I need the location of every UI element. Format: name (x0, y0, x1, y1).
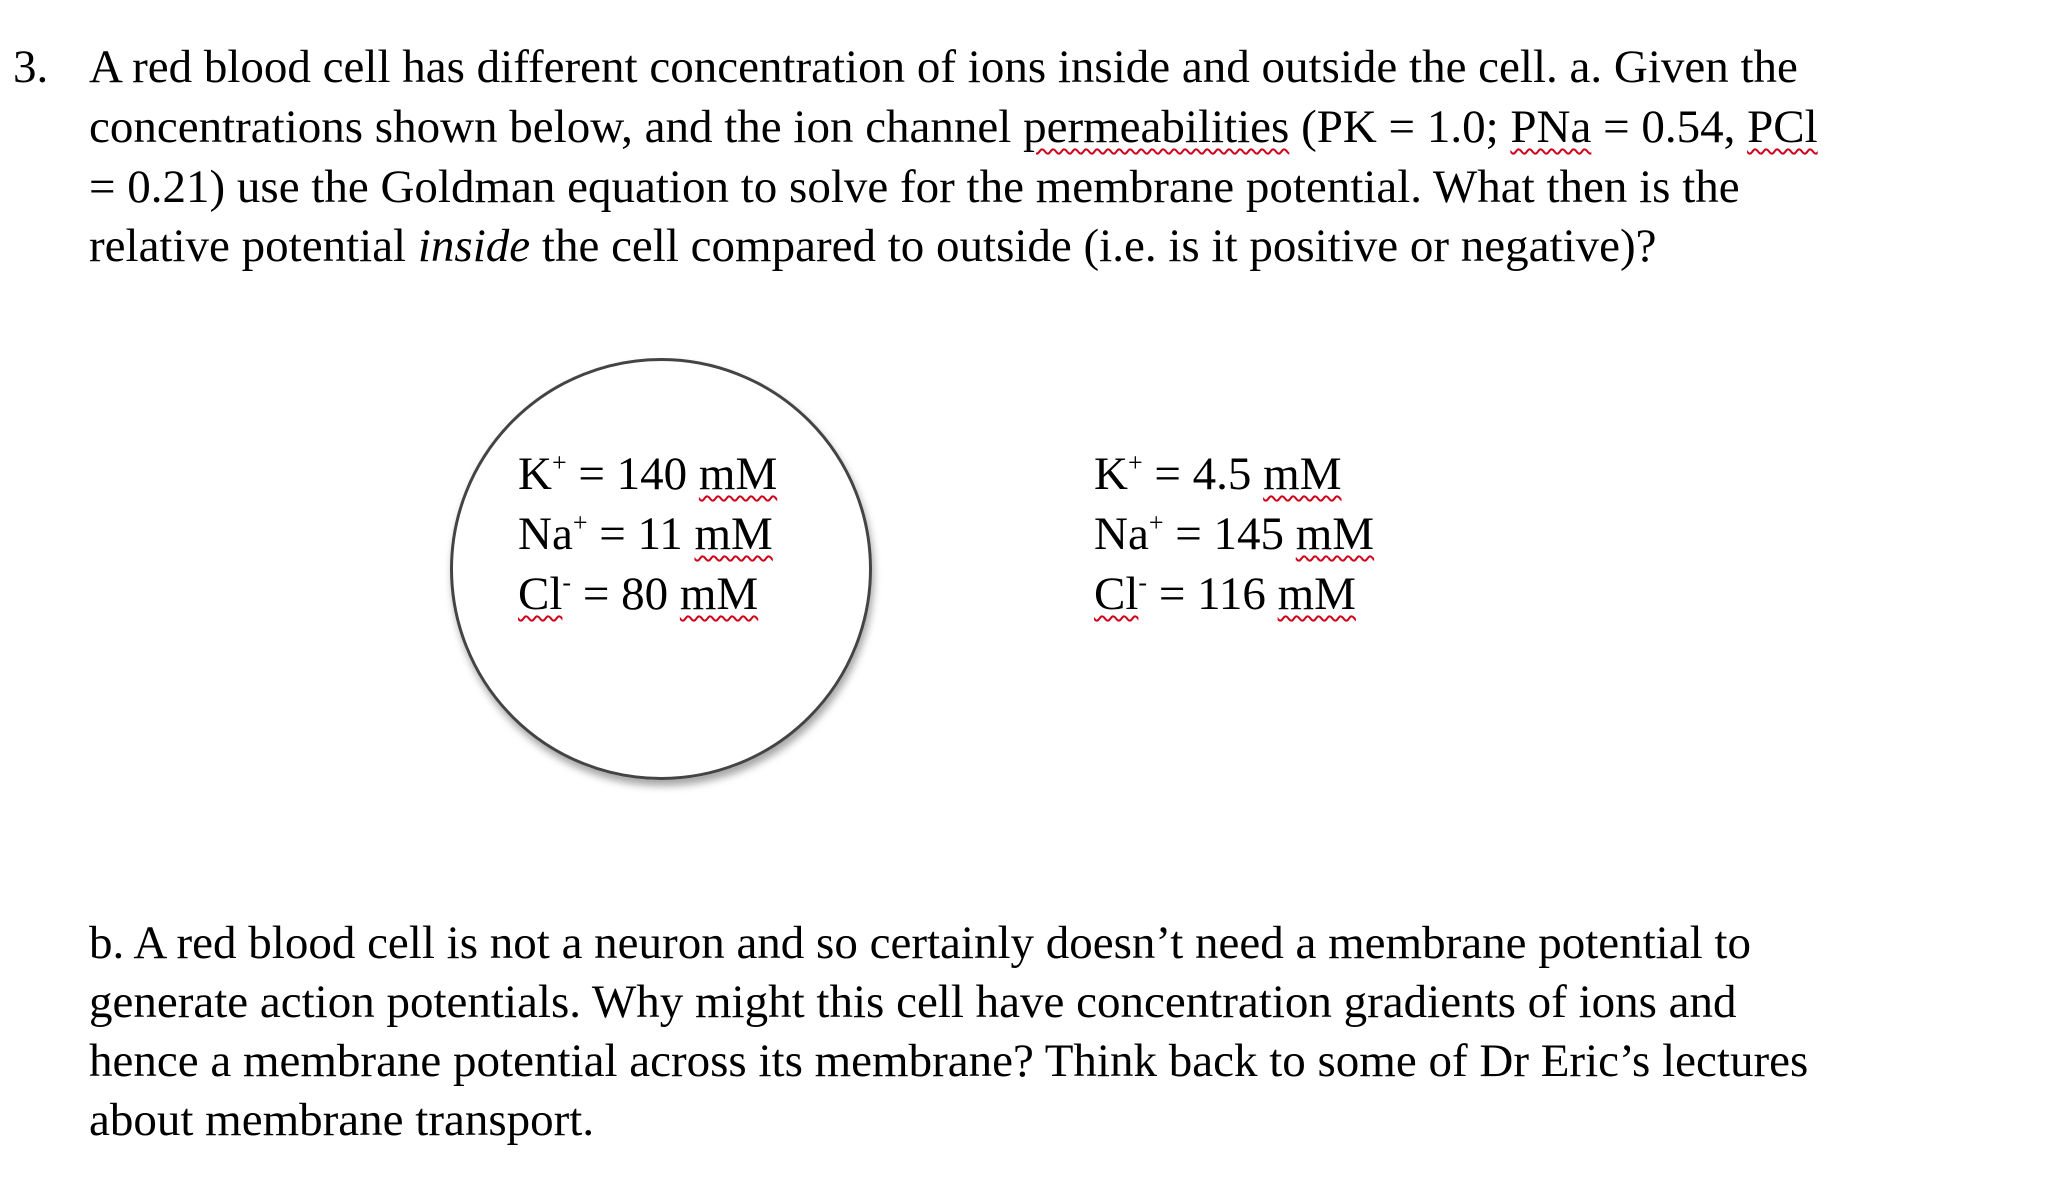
spellcheck-word: PNa (1510, 101, 1592, 153)
part-b-line-4: about membrane transport. (89, 1094, 595, 1146)
ion-symbol: Na (1094, 508, 1149, 560)
ion-unit: mM (1295, 508, 1375, 560)
ion-charge: - (562, 568, 572, 597)
text: relative potential (89, 220, 418, 272)
ion-value: = 4.5 (1142, 448, 1264, 500)
outside-na-concentration (1094, 508, 1375, 560)
spellcheck-word: permeabilities (1023, 101, 1290, 153)
ion-value: = 11 (587, 508, 695, 560)
ion-unit: mM (694, 508, 773, 560)
text: the cell compared to outside (i.e. is it positive or negative)? (530, 220, 1657, 272)
ion-symbol: K (1094, 448, 1128, 500)
ion-symbol: K (518, 448, 552, 500)
ion-charge: + (1148, 508, 1164, 537)
part-a-line-4 (89, 220, 1657, 272)
italic-text: inside (417, 220, 531, 272)
outside-cl-concentration (1094, 568, 1356, 620)
ion-charge: + (1127, 448, 1143, 477)
ion-unit: mM (1263, 448, 1342, 500)
ion-value: = 145 (1163, 508, 1296, 560)
part-a-line-2 (89, 101, 1818, 153)
part-a-line-1: A red blood cell has different concentration of ions inside and outside the cell. a. Given the (89, 41, 1798, 93)
ion-charge: + (551, 448, 567, 477)
part-b-line-2: generate action potentials. Why might this cell have concentration gradients of ions and (89, 976, 1737, 1028)
question-number: 3. (13, 41, 49, 93)
text: concentrations shown below, and the ion channel (89, 101, 1024, 153)
outside-k-concentration (1094, 448, 1342, 500)
part-b-line-3: hence a membrane potential across its membrane? Think back to some of Dr Eric’s lectures (89, 1035, 1809, 1087)
ion-unit: mM (679, 568, 759, 620)
ion-value: = 116 (1147, 568, 1278, 620)
part-a-line-3: = 0.21) use the Goldman equation to solve for the membrane potential. What then is the (89, 161, 1740, 213)
inside-k-concentration (518, 448, 778, 500)
ion-value: = 80 (571, 568, 680, 620)
inside-na-concentration (518, 508, 773, 560)
text: (PK = 1.0; (1289, 101, 1511, 153)
ion-charge: + (572, 508, 588, 537)
ion-symbol: Cl (518, 568, 563, 620)
ion-symbol: Cl (1094, 568, 1139, 620)
spellcheck-word: PCl (1747, 101, 1818, 153)
ion-charge: - (1138, 568, 1148, 597)
text: = 0.54, (1591, 101, 1748, 153)
inside-cl-concentration (518, 568, 759, 620)
ion-symbol: Na (518, 508, 573, 560)
ion-value: = 140 (566, 448, 699, 500)
part-b-line-1: b. A red blood cell is not a neuron and so certainly doesn’t need a membrane potential to (89, 917, 1751, 969)
ion-unit: mM (1277, 568, 1356, 620)
ion-unit: mM (698, 448, 778, 500)
